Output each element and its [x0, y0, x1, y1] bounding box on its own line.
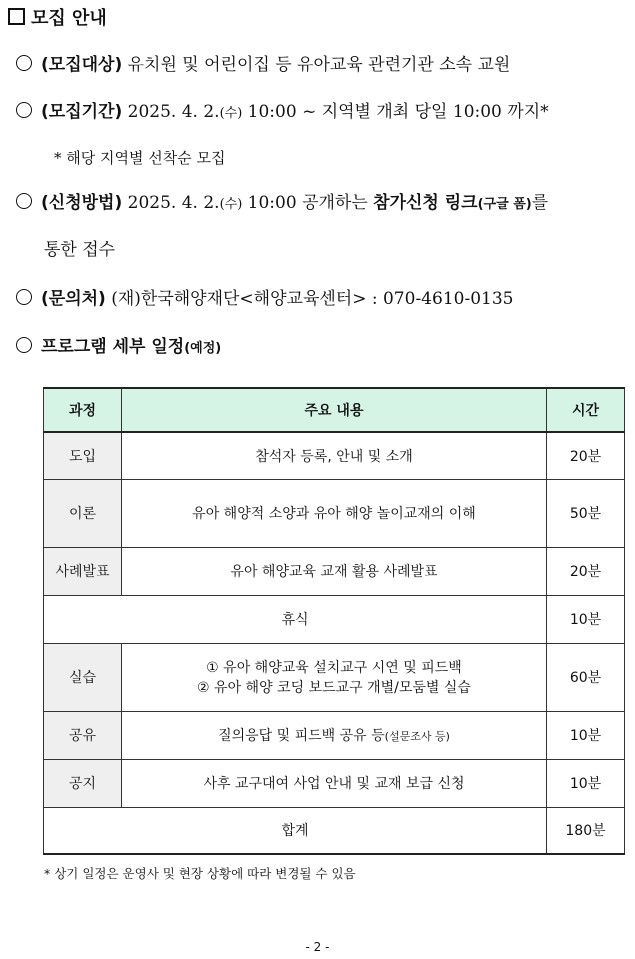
header-time: 시간: [547, 388, 625, 432]
row-content: 사후 교구대여 사업 안내 및 교재 보급 신청: [122, 759, 547, 807]
section-heading: 모집 안내: [8, 4, 107, 30]
row-content: 참석자 등록, 안내 및 소개: [122, 432, 547, 479]
row-merged-label: 휴식: [44, 595, 547, 643]
circle-bullet-icon: [16, 102, 32, 118]
checkbox-square-icon: [8, 8, 25, 25]
schedule-table: [43, 387, 625, 855]
row-category: 도입: [44, 432, 122, 479]
table-row: [44, 479, 625, 547]
circle-bullet-icon: [16, 55, 32, 71]
row-content: 유아 해양교육 교재 활용 사례발표: [122, 547, 547, 595]
header-course: 과정: [44, 388, 122, 432]
row-time: 10분: [547, 595, 625, 643]
row-category: 이론: [44, 479, 122, 547]
info-target: (모집대상) 유치원 및 어린이집 등 유아교육 관련기관 소속 교원: [16, 53, 510, 77]
table-row: [44, 759, 625, 807]
row-time: 10분: [547, 759, 625, 807]
row-time: 20분: [547, 432, 625, 479]
footnote: * 상기 일정은 운영사 및 현장 상황에 따라 변경될 수 있음: [44, 866, 356, 881]
row-time: 50분: [547, 479, 625, 547]
row-content: [122, 643, 547, 711]
page-number: - 2 -: [305, 940, 330, 954]
info-period-note: * 해당 지역별 선착순 모집: [54, 149, 226, 167]
row-time: 20분: [547, 547, 625, 595]
table-row: [44, 595, 625, 643]
table-row: [44, 711, 625, 759]
info-contact: (문의처) (재)한국해양재단<해양교육센터> : 070-4610-0135: [16, 287, 513, 311]
row-merged-label: 합계: [44, 807, 547, 854]
row-content-line: ① 유아 해양교육 설치교구 시연 및 피드백: [206, 660, 462, 676]
info-schedule-title: 프로그램 세부 일정(예정): [16, 335, 221, 361]
table-header-row: [44, 388, 625, 432]
row-content: 유아 해양적 소양과 유아 해양 놀이교재의 이해: [122, 479, 547, 547]
circle-bullet-icon: [16, 337, 32, 353]
row-time: 60분: [547, 643, 625, 711]
circle-bullet-icon: [16, 289, 32, 305]
header-content: 주요 내용: [122, 388, 547, 432]
row-time: 180분: [547, 807, 625, 854]
row-category: 실습: [44, 643, 122, 711]
row-time: 10분: [547, 711, 625, 759]
info-method: (신청방법) 2025. 4. 2.(수) 10:00 공개하는 참가신청 링크(구글 폼)를: [16, 191, 548, 217]
table-row-total: [44, 807, 625, 854]
info-period: (모집기간) 2025. 4. 2.(수) 10:00 ~ 지역별 개최 당일 10:00 까지*: [16, 100, 549, 126]
row-content: 질의응답 및 피드백 공유 등(설문조사 등): [122, 711, 547, 759]
row-category: 공지: [44, 759, 122, 807]
table-row: [44, 547, 625, 595]
row-category: 공유: [44, 711, 122, 759]
row-category: 사례발표: [44, 547, 122, 595]
table-row: [44, 643, 625, 711]
info-method-continued: 통한 접수: [44, 240, 116, 260]
table-row: [44, 432, 625, 479]
circle-bullet-icon: [16, 193, 32, 209]
row-content-line: ② 유아 해양 코딩 보드교구 개별/모둠별 실습: [197, 680, 471, 696]
